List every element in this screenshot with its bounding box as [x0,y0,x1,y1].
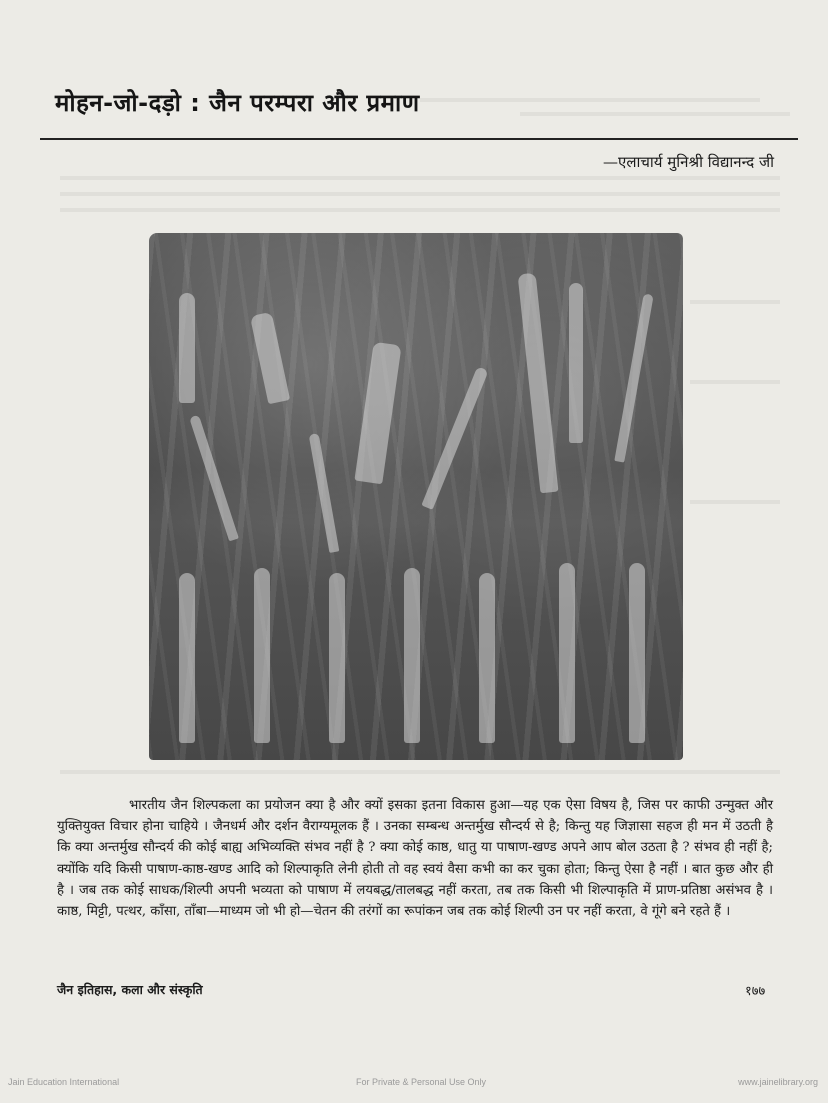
show-through-line [690,380,780,384]
carved-figure [309,433,340,553]
standing-figure [179,573,195,743]
standing-figure [479,573,495,743]
article-title: मोहन-जो-दड़ो : जैन परम्परा और प्रमाण [55,89,420,117]
standing-figure [329,573,345,743]
standing-figure [404,568,420,743]
show-through-line [60,770,780,774]
show-through-line [60,192,780,196]
seal-photograph [149,233,683,760]
page-number: १७७ [745,984,766,999]
title-rule [40,138,798,140]
journal-name: जैन इतिहास, कला और संस्कृति [57,982,203,997]
carved-figure [179,293,195,403]
show-through-line [520,112,790,116]
article-body [57,795,773,922]
standing-figure [559,563,575,743]
watermark-usage: For Private & Personal Use Only [356,1077,487,1087]
show-through-line [690,300,780,304]
carved-figure [421,366,488,510]
carved-figure [569,283,583,443]
show-through-line [690,500,780,504]
watermark-publisher: Jain Education International [8,1077,120,1087]
show-through-line [60,208,780,212]
carved-figure [518,273,559,494]
show-through-line [420,98,760,102]
carved-figure [614,293,653,462]
standing-figure [254,568,270,743]
article-author: —एलाचार्य मुनिश्री विद्यानन्द जी [603,153,774,171]
standing-figure [629,563,645,743]
body-paragraph: भारतीय जैन शिल्पकला का प्रयोजन क्या है और क्यों इसका इतना विकास हुआ—यह एक ऐसा विषय है, जिस पर काफी उन्मुक्त और युक्तियुक्त विचार होना चाहिये । जैनधर्म और दर्शन वैराग्यमूलक हैं । उनका सम्बन्ध अन्तर्मुख सौन्दर्य से है; किन्तु यह जिज्ञासा सहज ही मन में उठती है कि क्या अन्तर्मुख सौन्दर्य की कोई बाह्य अभिव्यक्ति संभव नहीं है ? क्या कोई काष्ठ, धातु या पाषाण-खण्ड अपने आप बोल उठता है ? संभव ही नहीं है; क्योंकि यदि किसी पाषाण-काष्ठ-खण्ड आदि को शिल्पाकृति लेनी होती तो वह स्वयं वैसा कभी का कर चुका होता; किन्तु ऐसा है नहीं । बात कुछ और ही है । जब तक कोई साधक/शिल्पी अपनी भव्यता को पाषाण में लयबद्ध/तालबद्ध नहीं करता, तब तक किसी भी शिल्पाकृति में प्राण-प्रतिष्ठा असंभव है । काष्ठ, मिट्टी, पत्थर, काँसा, ताँबा—माध्यम जो भी हो—चेतन की तरंगों का रूपांकन जब तक कोई शिल्पी उन पर नहीं करता, वे गूंगे बने रहते हैं । [57,798,773,920]
watermark-website: www.jainelibrary.org [738,1077,818,1087]
carved-figure [250,312,290,405]
show-through-line [60,176,780,180]
carved-figure [354,342,401,485]
carved-figure [189,415,239,542]
